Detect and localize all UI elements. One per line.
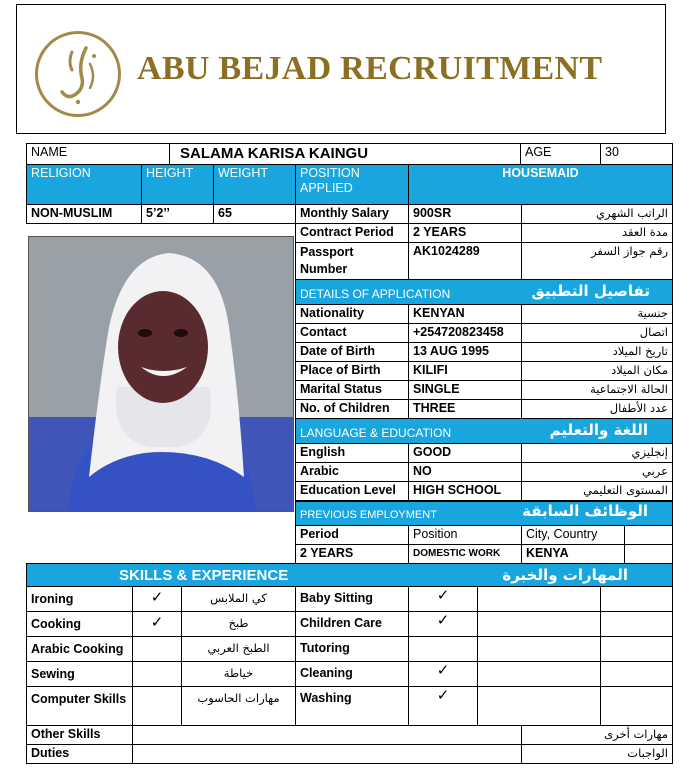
detail-label: No. of Children	[295, 399, 409, 419]
detail-label: Contact	[295, 323, 409, 343]
detail-label: Place of Birth	[295, 361, 409, 381]
detail-arabic: جنسية	[521, 304, 673, 324]
language-value: GOOD	[408, 443, 522, 463]
employment-blank-cell	[624, 525, 673, 545]
language-section-header: LANGUAGE & EDUCATION	[295, 418, 673, 444]
detail-value: SINGLE	[408, 380, 522, 400]
employment-section-arabic: الوظائف السابقة	[522, 502, 648, 520]
other-skills-label: Other Skills	[26, 725, 133, 745]
checkmark-icon	[132, 636, 182, 662]
language-value: NO	[408, 462, 522, 482]
employment-period-value: 2 YEARS	[295, 544, 409, 564]
skill-blank-cell	[600, 661, 673, 687]
skill-blank-cell	[477, 586, 601, 612]
other-skills-arabic: مهارات أخرى	[521, 725, 673, 745]
skill-blank-cell	[477, 661, 601, 687]
skill-arabic: طبخ	[181, 611, 296, 637]
employment-position-value: DOMESTIC WORK	[408, 544, 522, 564]
detail-arabic: تاريخ الميلاد	[521, 342, 673, 362]
checkmark-icon	[132, 686, 182, 726]
contract-period-value: 2 YEARS	[408, 223, 522, 243]
passport-value: AK1024289	[408, 242, 522, 280]
religion-value: NON-MUSLIM	[26, 204, 142, 224]
duties-label: Duties	[26, 744, 133, 764]
age-value: 30	[600, 143, 673, 165]
skill-blank-cell	[600, 686, 673, 726]
age-label: AGE	[520, 143, 601, 165]
skill-blank-cell	[600, 611, 673, 637]
weight-header: WEIGHT	[213, 164, 296, 205]
skill-label: Washing	[295, 686, 409, 726]
skill-blank-cell	[477, 611, 601, 637]
skills-section-arabic: المهارات والخبرة	[502, 566, 628, 584]
language-label: English	[295, 443, 409, 463]
calligraphy-logo-icon	[35, 31, 121, 117]
salary-arabic: الراتب الشهري	[521, 204, 673, 224]
language-arabic: إنجليزي	[521, 443, 673, 463]
employment-location-value: KENYA	[521, 544, 625, 564]
details-section-arabic: تفاصيل التطبيق	[531, 282, 650, 300]
skill-blank-cell	[477, 686, 601, 726]
checkmark-icon: ✓	[132, 611, 182, 637]
language-value: HIGH SCHOOL	[408, 481, 522, 501]
skill-label: Cooking	[26, 611, 133, 637]
skill-label: Baby Sitting	[295, 586, 409, 612]
duties-arabic: الواجبات	[521, 744, 673, 764]
skill-label: Cleaning	[295, 661, 409, 687]
skill-arabic: خياطة	[181, 661, 296, 687]
skill-arabic: الطبخ العربي	[181, 636, 296, 662]
employment-position-header: Position	[408, 525, 522, 545]
weight-value: 65	[213, 204, 296, 224]
skill-arabic: مهارات الحاسوب	[181, 686, 296, 726]
details-section-header: DETAILS OF APPLICATION	[295, 279, 673, 305]
language-arabic: المستوى التعليمي	[521, 481, 673, 501]
skill-blank-cell	[600, 636, 673, 662]
language-label: Arabic	[295, 462, 409, 482]
detail-value: 13 AUG 1995	[408, 342, 522, 362]
applicant-photo	[28, 236, 294, 512]
detail-arabic: عدد الأطفال	[521, 399, 673, 419]
contract-period-arabic: مدة العقد	[521, 223, 673, 243]
religion-header: RELIGION	[26, 164, 142, 205]
checkmark-icon	[132, 661, 182, 687]
height-value: 5’2’’	[141, 204, 214, 224]
checkmark-icon: ✓	[132, 586, 182, 612]
skill-blank-cell	[477, 636, 601, 662]
skill-blank-cell	[600, 586, 673, 612]
employment-period-header: Period	[295, 525, 409, 545]
detail-value: THREE	[408, 399, 522, 419]
salary-label: Monthly Salary	[295, 204, 409, 224]
detail-label: Marital Status	[295, 380, 409, 400]
employment-section-header: PREVIOUS EMPLOYMENT	[295, 501, 673, 526]
skill-arabic: كي الملابس	[181, 586, 296, 612]
name-label: NAME	[26, 143, 170, 165]
checkmark-icon: ✓	[408, 686, 478, 726]
language-section-arabic: اللغة والتعليم	[549, 421, 648, 439]
employment-location-header: City, Country	[521, 525, 625, 545]
skill-label: Tutoring	[295, 636, 409, 662]
height-header: HEIGHT	[141, 164, 214, 205]
checkmark-icon: ✓	[408, 661, 478, 687]
name-value: SALAMA KARISA KAINGU	[169, 143, 521, 165]
skill-label: Arabic Cooking	[26, 636, 133, 662]
skills-section-header: SKILLS & EXPERIENCE	[26, 563, 673, 587]
position-value: HOUSEMAID	[408, 164, 673, 205]
language-label: Education Level	[295, 481, 409, 501]
salary-value: 900SR	[408, 204, 522, 224]
checkmark-icon: ✓	[408, 611, 478, 637]
header-box	[16, 4, 666, 134]
detail-value: KILIFI	[408, 361, 522, 381]
detail-arabic: الحالة الاجتماعية	[521, 380, 673, 400]
detail-label: Nationality	[295, 304, 409, 324]
duties-value	[132, 744, 522, 764]
checkmark-icon	[408, 636, 478, 662]
skill-label: Children Care	[295, 611, 409, 637]
language-arabic: عربي	[521, 462, 673, 482]
detail-value: KENYAN	[408, 304, 522, 324]
checkmark-icon: ✓	[408, 586, 478, 612]
position-header: POSITION APPLIED	[295, 164, 409, 205]
company-title: ABU BEJAD RECRUITMENT	[137, 50, 603, 87]
passport-arabic: رقم جواز السفر	[521, 242, 673, 280]
detail-label: Date of Birth	[295, 342, 409, 362]
detail-arabic: اتصال	[521, 323, 673, 343]
passport-label: Passport Number	[295, 242, 409, 280]
skill-label: Computer Skills	[26, 686, 133, 726]
employment-blank-cell	[624, 544, 673, 564]
skill-label: Sewing	[26, 661, 133, 687]
contract-period-label: Contract Period	[295, 223, 409, 243]
skill-label: Ironing	[26, 586, 133, 612]
detail-arabic: مكان الميلاد	[521, 361, 673, 381]
other-skills-value	[132, 725, 522, 745]
detail-value: +254720823458	[408, 323, 522, 343]
